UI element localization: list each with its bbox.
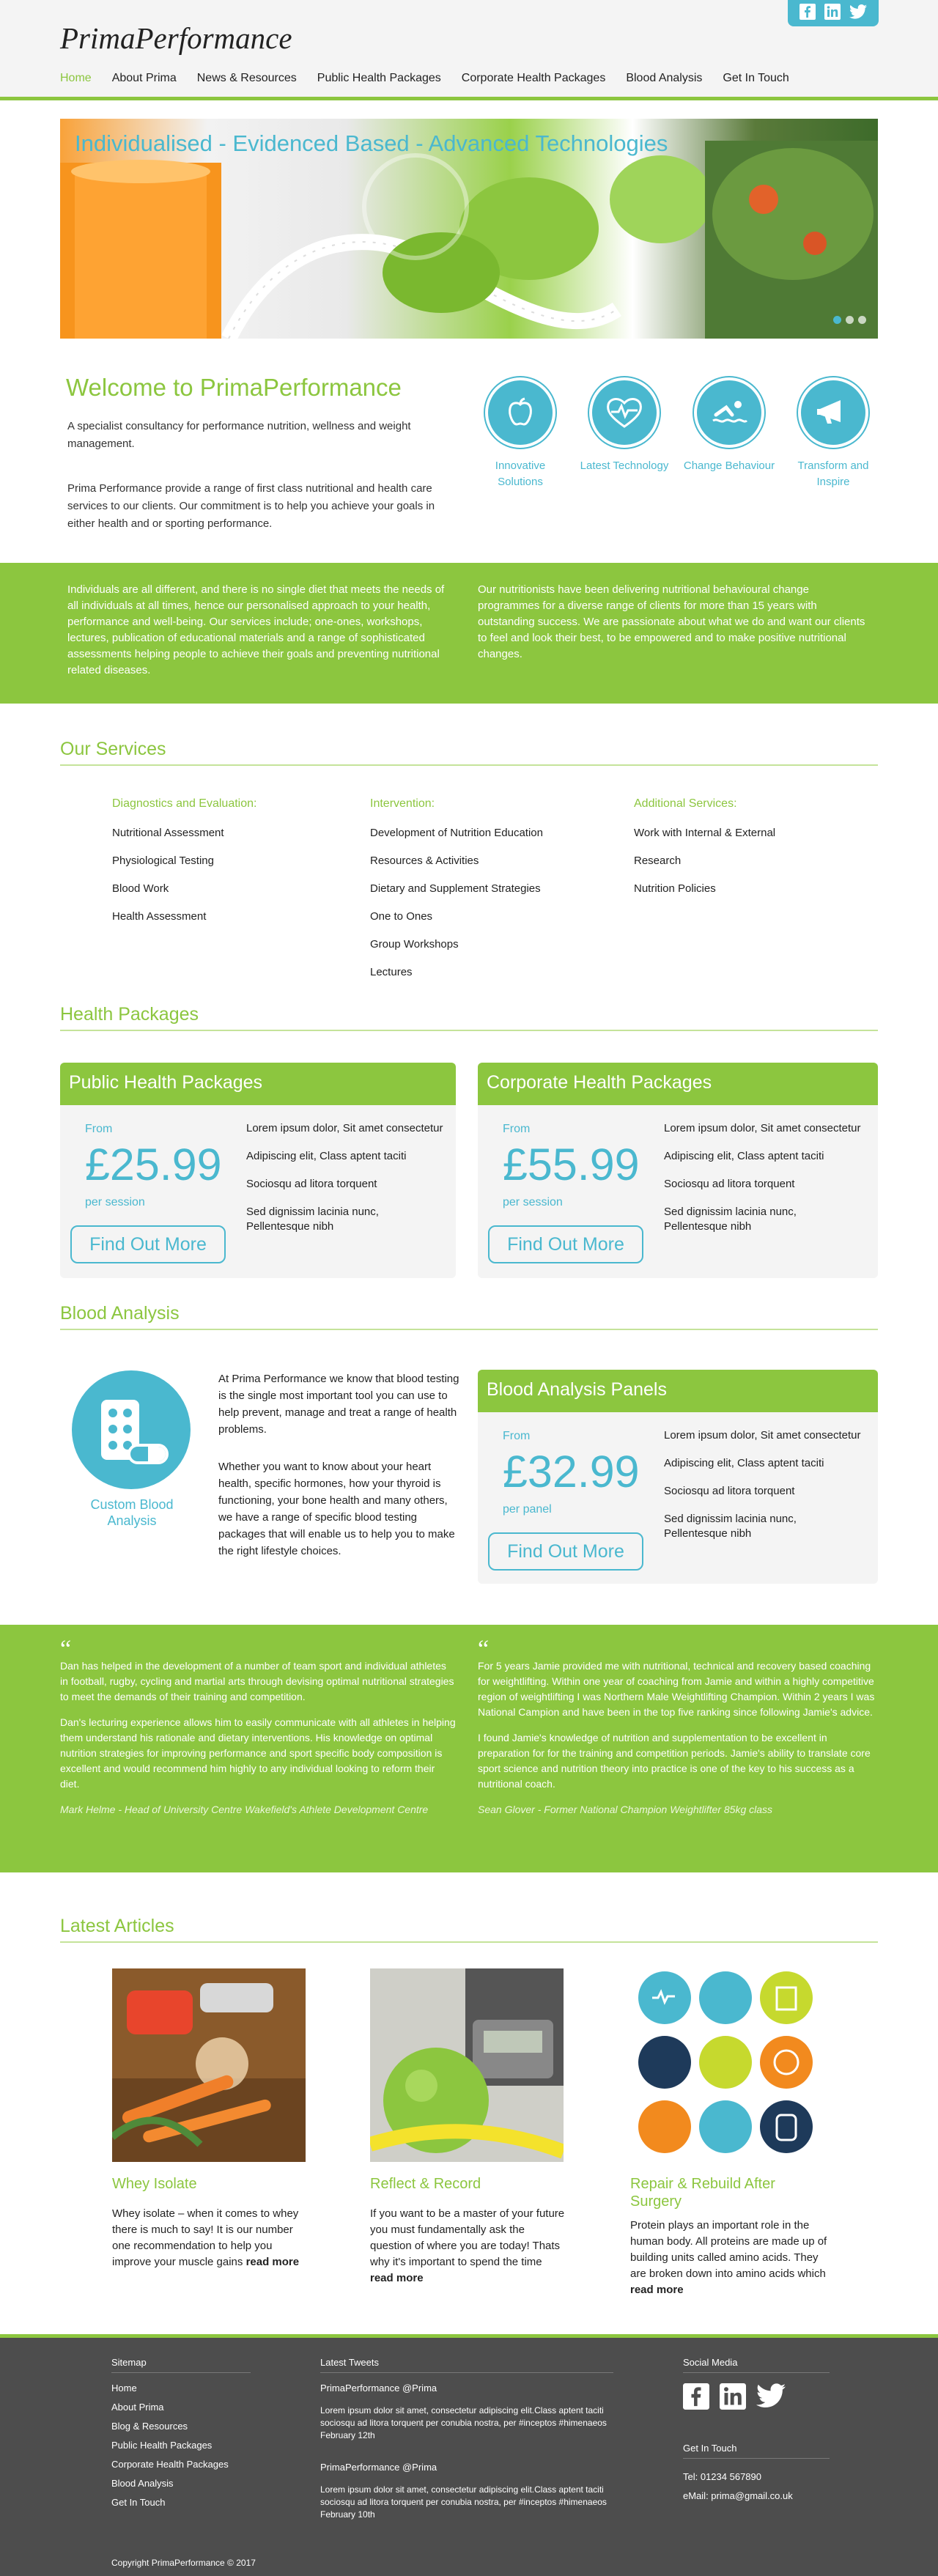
footer-email[interactable]: eMail: prima@gmail.co.uk (683, 2490, 793, 2501)
package-features (664, 1121, 862, 1247)
article-card[interactable] (630, 1968, 828, 2298)
tweet-date: February 10th (320, 2509, 375, 2520)
services-col-additional (634, 797, 854, 903)
feature-technology[interactable] (577, 377, 672, 474)
article-image[interactable] (370, 1968, 564, 2162)
testimonial-author: Sean Glover - Former National Champion Weightlifter 85kg class (478, 1804, 773, 1815)
articles-heading: Latest Articles (60, 1916, 878, 1943)
nav-blood-analysis[interactable]: Blood Analysis (626, 72, 703, 84)
find-out-more-button[interactable]: Find Out More (488, 1225, 643, 1263)
tweet-text: Lorem ipsum dolor sit amet, consectetur adipiscing elit.Class aptent taciti sociosqu ad litora torquent per conubia nostra, per #inceptos #himenaeos (320, 2405, 607, 2428)
blood-icon-label: Custom Blood Analysis (90, 1497, 174, 1528)
site-logo[interactable]: PrimaPerformance (60, 21, 292, 55)
find-out-more-button[interactable]: Find Out More (70, 1225, 226, 1263)
testimonial-text: For 5 years Jamie provided me with nutritional, technical and recovery based coaching for weightlifting. Within one year of coaching from Jamie and within a highly competitive region of weightlifting I was Northern Male Weightlifting Champion. Within 2 years I was National Campion and have been in the top five ranking since following Jamie's advice. (478, 1660, 875, 1718)
services-col-heading: Diagnostics and Evaluation: (112, 797, 257, 810)
feature-innovative[interactable] (473, 377, 568, 490)
package-title: Blood Analysis Panels (478, 1370, 878, 1412)
service-item: Group Workshops (370, 938, 459, 951)
welcome-lead: A specialist consultancy for performance nutrition, wellness and weight management. (67, 420, 411, 450)
feature-label: Innovative Solutions (495, 460, 546, 488)
quote-open-icon: “ (478, 1636, 490, 1663)
package-line: Lorem ipsum dolor, Sit amet consectetur (664, 1429, 861, 1442)
package-line: Sociosqu ad litora torquent (664, 1178, 795, 1190)
article-image[interactable] (630, 1968, 824, 2162)
service-item: Resources & Activities (370, 855, 479, 867)
public-health-package (60, 1063, 456, 1278)
blood-test-icon (72, 1370, 191, 1489)
package-line: Lorem ipsum dolor, Sit amet consectetur (246, 1122, 443, 1134)
banner-title: Individualised - Evidenced Based - Advanced Technologies (75, 130, 668, 156)
header-social-bar (788, 0, 879, 26)
nav-public-health[interactable]: Public Health Packages (317, 72, 441, 84)
services-col-heading: Intervention: (370, 797, 435, 810)
package-title: Public Health Packages (60, 1063, 456, 1105)
nav-about[interactable]: About Prima (111, 72, 177, 84)
footer-phone[interactable]: Tel: 01234 567890 (683, 2471, 761, 2482)
feature-label: Transform and Inspire (797, 460, 869, 488)
article-title[interactable]: Reflect & Record (370, 2176, 481, 2192)
feature-label: Latest Technology (580, 460, 669, 472)
package-price: £55.99 (503, 1140, 640, 1189)
footer-link-corporate-health[interactable]: Corporate Health Packages (111, 2459, 229, 2470)
service-item: Dietary and Supplement Strategies (370, 882, 541, 895)
find-out-more-button[interactable]: Find Out More (488, 1532, 643, 1571)
service-item: Nutritional Assessment (112, 827, 224, 839)
main-nav (60, 72, 789, 85)
facebook-icon[interactable] (799, 4, 816, 23)
package-features (664, 1428, 862, 1554)
package-from: From (503, 1123, 531, 1135)
package-line: Sed dignissim lacinia nunc, Pellentesque nibh (664, 1206, 797, 1233)
tweet-text: Lorem ipsum dolor sit amet, consectetur adipiscing elit.Class aptent taciti sociosqu ad litora torquent per conubia nostra, per #inceptos #himenaeos (320, 2484, 607, 2507)
service-item: Nutrition Policies (634, 882, 716, 895)
nav-get-in-touch[interactable]: Get In Touch (723, 72, 789, 84)
health-packages-heading: Health Packages (60, 1004, 878, 1031)
package-price: £25.99 (85, 1140, 222, 1189)
article-text: If you want to be a master of your future you must fundamentally ask the question of where you are today! Thats why it's important to spend the time (370, 2207, 565, 2268)
article-title[interactable]: Whey Isolate (112, 2176, 197, 2192)
tweet-handle[interactable]: PrimaPerformance @Prima (320, 2462, 437, 2473)
apple-icon (485, 377, 555, 448)
package-line: Sed dignissim lacinia nunc, Pellentesque nibh (246, 1206, 379, 1233)
footer-heading: Sitemap (111, 2357, 251, 2373)
package-per: per session (85, 1196, 145, 1208)
intro-left: Individuals are all different, and there is no single diet that meets the needs of all individuals at all times, hence our personalised approach to your health, performance and well-being. Our services include; one-ones, workshops, lectures, publication of educational materials and a range of sophisticated assessments helping people to achieve their goals and preventing nutritional related diseases. (67, 583, 445, 676)
blood-paragraph-1: At Prima Performance we know that blood testing is the single most important tool you can use to help prevent, manage and treat a range of health problems. (218, 1373, 459, 1436)
welcome-body: Prima Performance provide a range of first class nutritional and health care services to our clients. Our commitment is to help you achieve your goals in either health and or sporting performance. (67, 482, 435, 530)
nav-news[interactable]: News & Resources (196, 72, 297, 84)
heartbeat-icon (589, 377, 660, 448)
nav-corporate-health[interactable]: Corporate Health Packages (461, 72, 606, 84)
footer-heading: Latest Tweets (320, 2357, 613, 2373)
package-from: From (85, 1123, 113, 1135)
slider-dot-3[interactable] (858, 316, 866, 324)
footer-heading: Social Media (683, 2357, 830, 2373)
service-item: Lectures (370, 966, 413, 978)
package-per: per session (503, 1196, 563, 1208)
feature-behaviour[interactable] (682, 377, 777, 474)
footer-link-blog[interactable]: Blog & Resources (111, 2421, 188, 2432)
site-footer (0, 2334, 938, 2576)
package-price: £32.99 (503, 1447, 640, 1496)
article-image[interactable] (112, 1968, 306, 2162)
service-item: Physiological Testing (112, 855, 214, 867)
footer-link-blood-analysis[interactable]: Blood Analysis (111, 2478, 174, 2489)
package-line: Adipiscing elit, Class aptent taciti (664, 1150, 824, 1162)
read-more-link[interactable]: read more (245, 2256, 300, 2268)
footer-link-get-in-touch[interactable]: Get In Touch (111, 2497, 166, 2508)
package-line: Adipiscing elit, Class aptent taciti (246, 1150, 407, 1162)
package-line: Sociosqu ad litora torquent (246, 1178, 377, 1190)
slider-dot-2[interactable] (846, 316, 854, 324)
services-heading: Our Services (60, 739, 878, 766)
quote-open-icon: “ (60, 1636, 72, 1663)
package-line: Sed dignissim lacinia nunc, Pellentesque nibh (664, 1513, 797, 1540)
blood-paragraph-2: Whether you want to know about your heart health, specific hormones, how your thyroid is functioning, your bone health and many others, we have a range of specific blood testing packages that will enable us to help you to make the right lifestyle choices. (218, 1461, 455, 1557)
feature-label: Change Behaviour (683, 460, 775, 472)
footer-link-public-health[interactable]: Public Health Packages (111, 2440, 213, 2451)
article-card[interactable] (112, 1968, 310, 2270)
linkedin-icon[interactable] (720, 2383, 746, 2413)
services-col-heading: Additional Services: (634, 797, 737, 810)
testimonials-band (0, 1625, 938, 1872)
service-item: Work with Internal & External (634, 827, 776, 839)
package-from: From (503, 1430, 531, 1442)
footer-link-home[interactable]: Home (111, 2383, 137, 2394)
read-more-link[interactable]: read more (630, 2284, 684, 2296)
package-line: Sociosqu ad litora torquent (664, 1485, 795, 1497)
article-text: Protein plays an important role in the human body. All proteins are made up of building units called amino acids. They are broken down into amino acids which (630, 2219, 827, 2280)
site-header (0, 0, 938, 100)
welcome-title: Welcome to PrimaPerformance (66, 374, 402, 401)
linkedin-icon[interactable] (824, 4, 841, 23)
swimmer-icon (694, 377, 764, 448)
article-excerpt (630, 2218, 828, 2298)
footer-social (683, 2357, 830, 2506)
tweet-date: February 12th (320, 2430, 375, 2440)
package-per: per panel (503, 1503, 552, 1516)
tweet (320, 2382, 613, 2442)
slider-dots (833, 316, 866, 324)
service-item: One to Ones (370, 910, 433, 923)
article-excerpt (370, 2206, 568, 2287)
megaphone-icon (798, 377, 868, 448)
article-title[interactable]: Repair & Rebuild After Surgery (630, 2176, 775, 2210)
testimonial-text: Dan's lecturing experience allows him to easily communicate with all athletes in helping them understand his rationale and dietary interventions. His knowledge on optimal nutrition strategies for improving performance and sport specific body composition is excellent and would recommend him highly to any individual looking to reform their diet. (60, 1716, 456, 1790)
footer-social-icons (683, 2383, 830, 2413)
package-title: Corporate Health Packages (478, 1063, 878, 1105)
testimonial-author: Mark Helme - Head of University Centre Wakefield's Athlete Development Centre (60, 1804, 429, 1815)
testimonial-text: Dan has helped in the development of a number of team sport and individual athletes in football, rugby, cycling and martial arts through devising optimal nutritional strategies to meet the demands of their training and competition. (60, 1660, 454, 1702)
twitter-icon[interactable] (756, 2383, 786, 2413)
services-col-diagnostics (112, 797, 361, 931)
nav-home[interactable]: Home (60, 72, 92, 84)
footer-link-about[interactable]: About Prima (111, 2402, 164, 2413)
package-features (246, 1121, 444, 1247)
footer-sitemap (111, 2357, 251, 2512)
service-item: Health Assessment (112, 910, 207, 923)
article-excerpt (112, 2206, 310, 2270)
twitter-icon[interactable] (849, 4, 867, 23)
blood-analysis-heading: Blood Analysis (60, 1303, 878, 1330)
slider-dot-1[interactable] (833, 316, 841, 324)
facebook-icon[interactable] (683, 2383, 709, 2413)
footer-heading: Get In Touch (683, 2443, 830, 2459)
service-item: Blood Work (112, 882, 169, 895)
corporate-health-package (478, 1063, 878, 1278)
tweet-handle[interactable]: PrimaPerformance @Prima (320, 2383, 437, 2394)
package-line: Adipiscing elit, Class aptent taciti (664, 1457, 824, 1469)
package-line: Lorem ipsum dolor, Sit amet consectetur (664, 1122, 861, 1134)
service-item: Development of Nutrition Education (370, 827, 543, 839)
article-text: Whey isolate – when it comes to whey there is much to say! It is our number one recommendation to help you improve your muscle gains (112, 2207, 299, 2268)
hero-banner (60, 119, 878, 339)
feature-inspire[interactable] (786, 377, 881, 490)
article-card[interactable] (370, 1968, 568, 2287)
intro-band (0, 563, 938, 704)
blood-analysis-panels (478, 1370, 878, 1584)
service-item: Research (634, 855, 682, 867)
tweet (320, 2461, 613, 2521)
read-more-link[interactable]: read more (370, 2272, 424, 2284)
services-col-intervention (370, 797, 619, 986)
copyright: Copyright PrimaPerformance © 2017 (111, 2558, 256, 2568)
testimonial (60, 1636, 456, 1817)
intro-right: Our nutritionists have been delivering nutritional behavioural change programmes for a diverse range of clients for more than 15 years with outstanding success. We are passionate about what we do and want our clients to feel and look their best, to be empowered and to make positive nutritional changes. (478, 583, 865, 660)
testimonial-text: I found Jamie's knowledge of nutrition and supplementation to be excellent in preparation for for the training and competition periods. Jamie's ability to translate core sport science and nutrition theory into practice is one of the key to his success as a nutritional coach. (478, 1732, 871, 1790)
testimonial (478, 1636, 878, 1817)
footer-tweets (320, 2357, 613, 2521)
